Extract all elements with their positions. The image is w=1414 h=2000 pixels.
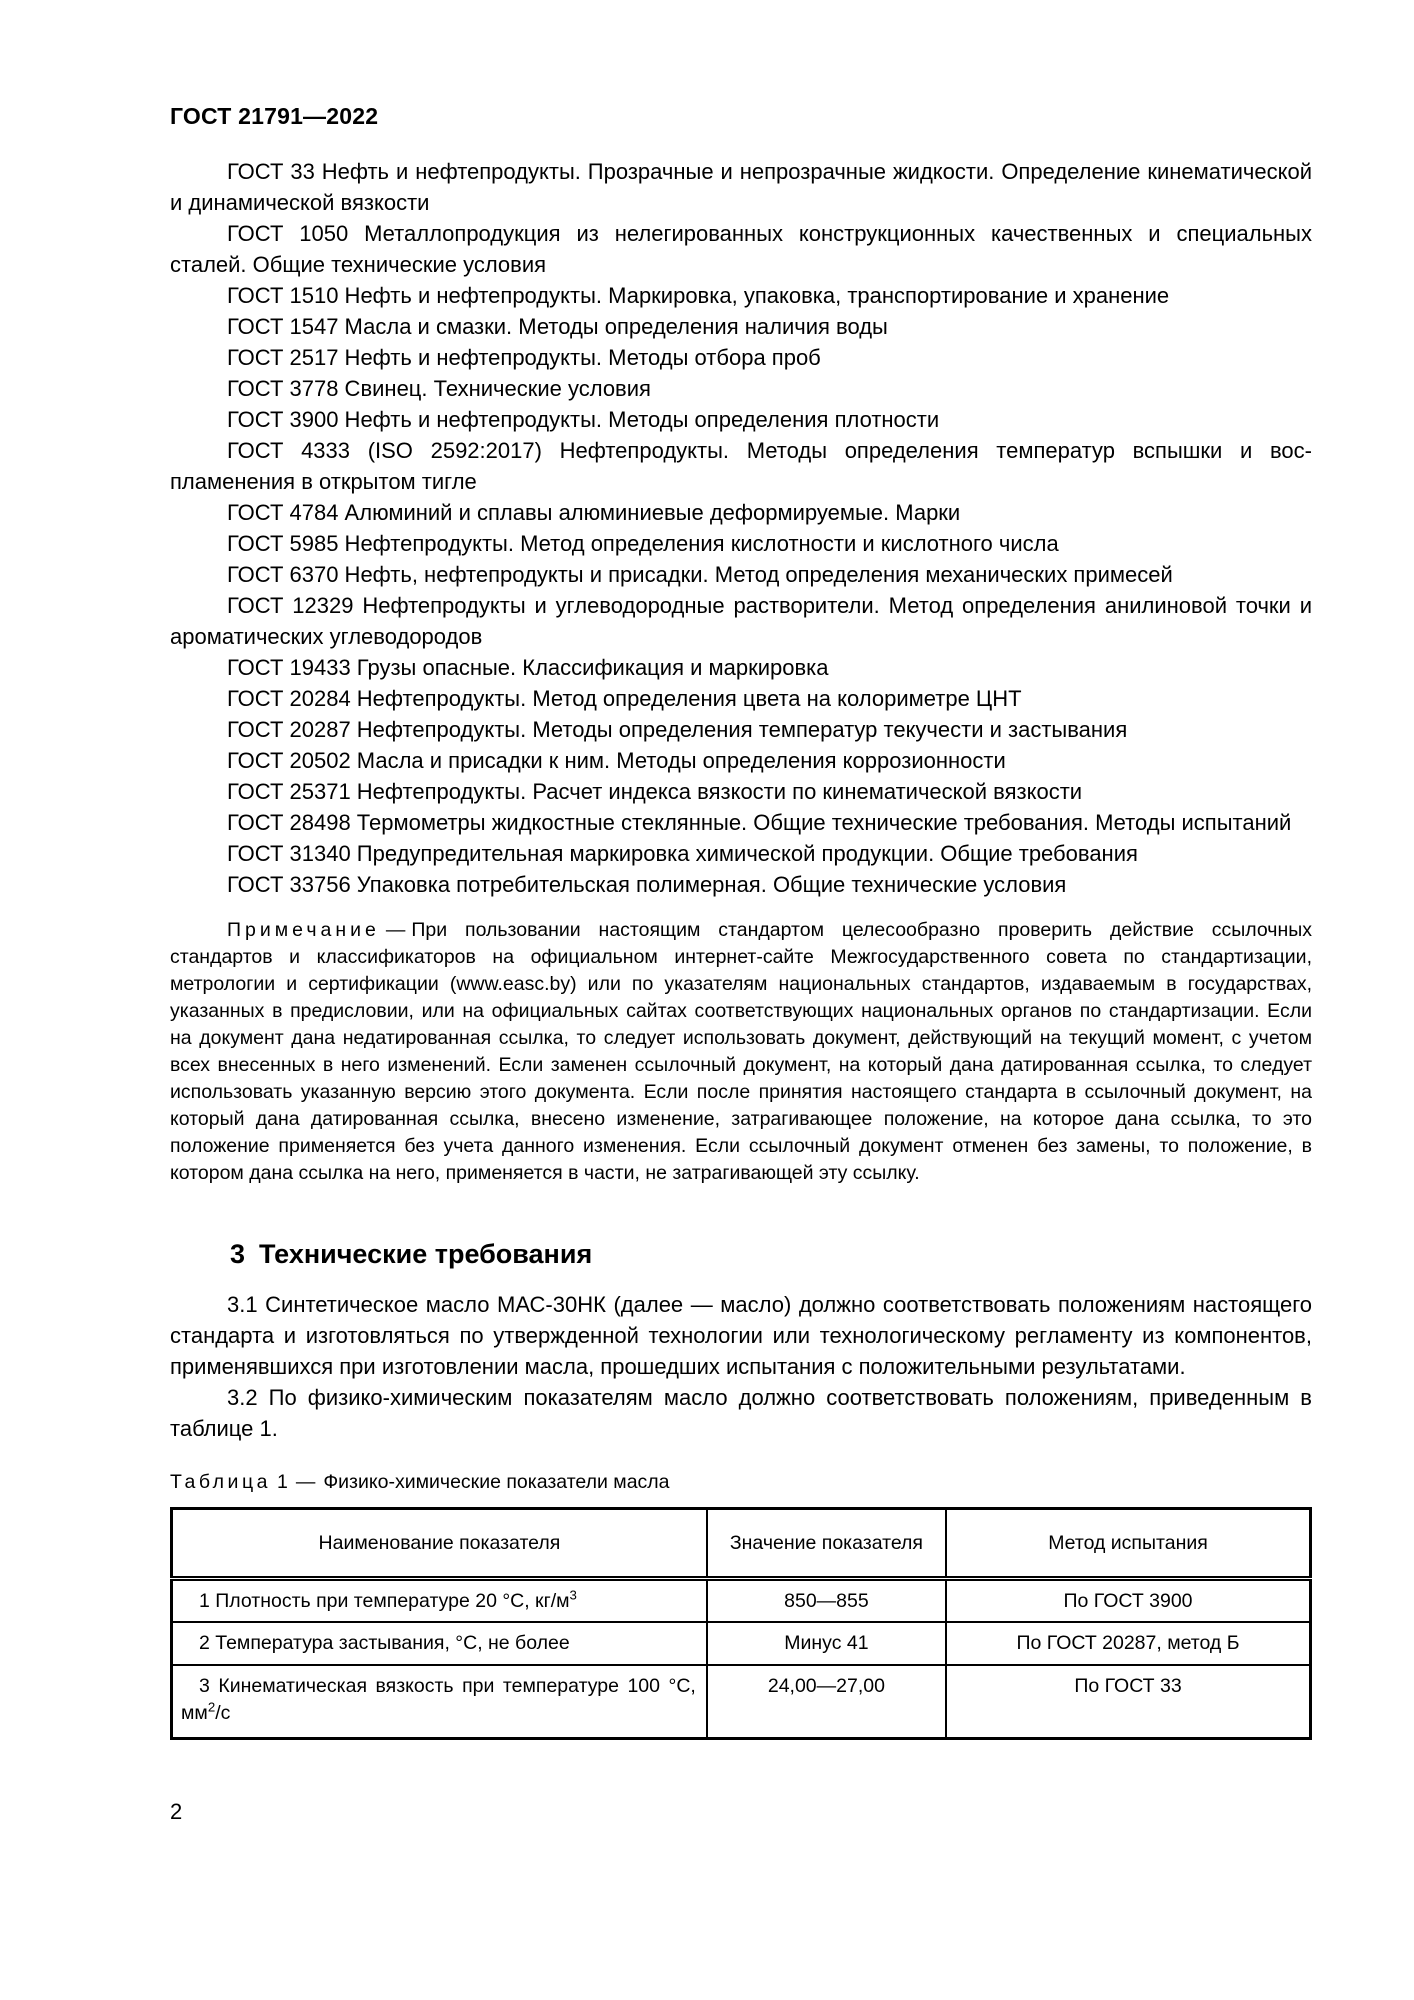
reference-item: ГОСТ 20287 Нефтепродукты. Методы определения температур текучести и застывания (227, 717, 1128, 742)
reference-item: ГОСТ 2517 Нефть и нефтепродукты. Методы отбора проб (227, 345, 821, 370)
reference-item: ГОСТ 33756 Упаковка потребительская полимерная. Общие технические условия (227, 872, 1067, 897)
note-block (170, 917, 1312, 1187)
section-number: 3 (230, 1239, 246, 1269)
cell-parameter-value: 850—855 (707, 1579, 946, 1622)
section-title: Технические требования (259, 1239, 593, 1269)
reference-item: ГОСТ 1547 Масла и смазки. Методы определения наличия воды (227, 314, 888, 339)
table-column-header: Значение показателя (707, 1509, 946, 1579)
note-paragraph (170, 917, 1312, 1187)
reference-item: ГОСТ 28498 Термометры жидкостные стеклянные. Общие технические требования. Методы испытаний (227, 810, 1292, 835)
reference-item: ГОСТ 3900 Нефть и нефтепродукты. Методы определения плотности (227, 407, 940, 432)
table-caption-title: Физико-химические показатели масла (323, 1471, 670, 1493)
note-text: При пользовании настоящим стандартом целесообразно проверить действие ссылочных стандартов и классификаторов на официальном интернет-сайте Межгосударственного совета по стандартизации, метрологии и сертификации (www.easc.by) или по указателям национальных стандартов, издаваемым в государствах, указанных в предисловии, или на официальных сайтах соответствующих национальных органов по стандартизации. Если на документ дана недатированная ссылка, то следует использовать документ, действующий на текущий момент, с учетом всех внесенных в него изменений. Если заменен ссылочный документ, на который дана датированная ссылка, то следует использовать указанную версию этого документа. Если после принятия настоящего стандарта в ссылочный документ, на который дана датированная ссылка, внесено изменение, затрагивающее положение, на которое дана ссылка, то это положение применяется без учета данного изменения. Если ссылочный документ отменен без замены, то положение, в котором дана ссылка на него, применяется в части, не затрагивающей эту ссылку. (170, 919, 1312, 1184)
table-caption-dash: — (295, 1471, 316, 1493)
references-list (170, 156, 1312, 900)
reference-item: ГОСТ 3778 Свинец. Технические условия (227, 376, 651, 401)
table-row (172, 1579, 1311, 1622)
reference-item: ГОСТ 1050 Металлопродукция из нелегированных конструкционных качественных и специальных сталей. Общие технические условия (170, 221, 1312, 277)
table-row (172, 1665, 1311, 1739)
paragraph-3-2: 3.2 По физико-химическим показателям масло должно соответствовать положениям, приведенным в таблице 1. (170, 1385, 1312, 1441)
reference-item: ГОСТ 20502 Масла и присадки к ним. Методы определения коррозионности (227, 748, 1006, 773)
table-body (172, 1579, 1311, 1739)
table-caption-label: Таблица (170, 1471, 271, 1493)
reference-item: ГОСТ 31340 Предупредительная маркировка химической продукции. Общие требования (227, 841, 1138, 866)
reference-item: ГОСТ 25371 Нефтепродукты. Расчет индекса вязкости по кинематической вязкости (227, 779, 1083, 804)
properties-table (170, 1507, 1312, 1740)
reference-item: ГОСТ 4784 Алюминий и сплавы алюминиевые деформируемые. Марки (227, 500, 961, 525)
reference-item: ГОСТ 20284 Нефтепродукты. Метод определения цвета на колориметре ЦНТ (227, 686, 1022, 711)
table-caption (170, 1471, 1312, 1494)
reference-item: ГОСТ 5985 Нефтепродукты. Метод определения кислотности и кислотного числа (227, 531, 1059, 556)
cell-parameter-value: 24,00—27,00 (707, 1665, 946, 1739)
reference-item: ГОСТ 12329 Нефтепродукты и углеводородные растворители. Метод определения анилиновой точки и ароматических углеводородов (170, 593, 1312, 649)
table-header-row (172, 1509, 1311, 1579)
reference-item: ГОСТ 1510 Нефть и нефтепродукты. Маркировка, упаковка, транспортирование и хранение (227, 283, 1170, 308)
paragraph-3-1: 3.1 Синтетическое масло МАС-30НК (далее — масло) должно соответствовать положениям настоящего стандарта и изготовляться по утвержденной технологии или технологическому регламенту из компонентов, применявшихся при изготовлении масла, прошедших испытания с положительными результатами. (170, 1292, 1312, 1379)
reference-item: ГОСТ 19433 Грузы опасные. Классификация и маркировка (227, 655, 829, 680)
note-label: Примечание (227, 919, 380, 941)
reference-item: ГОСТ 33 Нефть и нефтепродукты. Прозрачные и непрозрачные жидкости. Определение кинематической и динамической вязкости (170, 159, 1312, 215)
section-paragraphs (170, 1289, 1312, 1444)
cell-parameter-name: 3 Кинематическая вязкость при температуре 100 °С, $мм^2/с$ (172, 1665, 707, 1739)
reference-item: ГОСТ 6370 Нефть, нефтепродукты и присадки. Метод определения механических примесей (227, 562, 1173, 587)
cell-test-method: По ГОСТ 3900 (946, 1579, 1310, 1622)
page-content (170, 103, 1312, 1740)
cell-parameter-value: Минус 41 (707, 1622, 946, 1665)
cell-test-method: По ГОСТ 20287, метод Б (946, 1622, 1310, 1665)
cell-test-method: По ГОСТ 33 (946, 1665, 1310, 1739)
table-column-header: Наименование показателя (172, 1509, 707, 1579)
cell-parameter-name: 2 Температура застывания, °С, не более (172, 1622, 707, 1665)
note-dash: — (385, 919, 406, 941)
section-heading (170, 1239, 1312, 1270)
table-column-header: Метод испытания (946, 1509, 1310, 1579)
cell-parameter-name: 1 Плотность при температуре 20 °С, $кг/м^3$ (172, 1579, 707, 1622)
table-row (172, 1622, 1311, 1665)
doc-code-header: ГОСТ 21791—2022 (170, 103, 379, 129)
reference-item: ГОСТ 4333 (ISO 2592:2017) Нефтепродукты. Методы определения температур вспышки и воспламенения в открытом тигле (170, 438, 1312, 494)
page-number: 2 (170, 1799, 183, 1824)
table-caption-number: 1 (276, 1471, 288, 1493)
